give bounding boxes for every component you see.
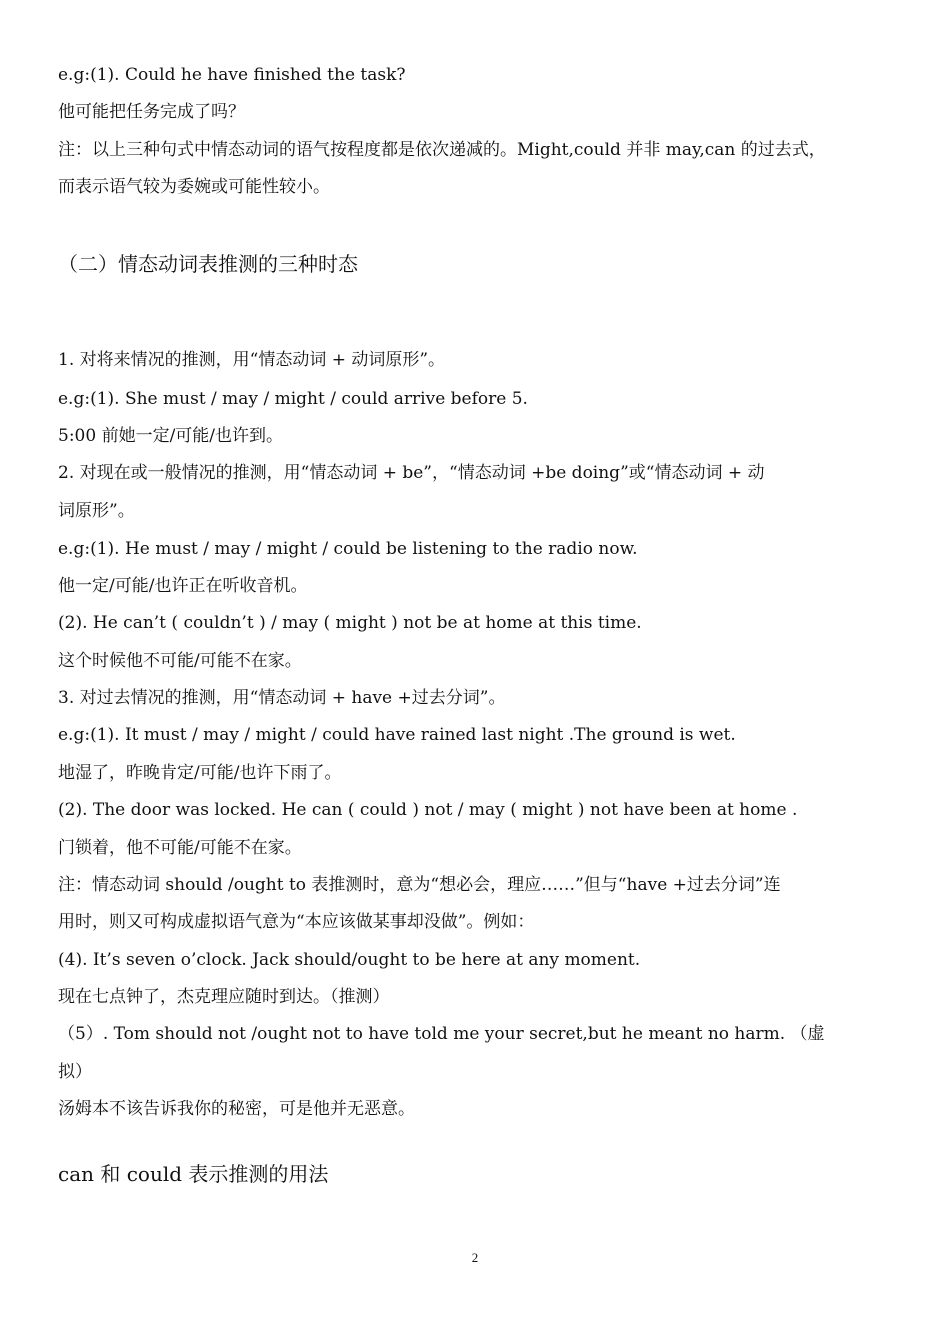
rule-line: 2. 对现在或一般情况的推测，用“情态动词 + be”，“情态动词 +be doing”或“情态动词 + 动 <box>58 463 765 483</box>
translation-line: 门锁着，他不可能/可能不在家。 <box>58 838 302 858</box>
example-line: e.g:(1). She must / may / might / could arrive before 5. <box>58 389 528 409</box>
example-line: (2). The door was locked. He can ( could ) not / may ( might ) not have been at home . <box>58 800 798 820</box>
example-line: (2). He can’t ( couldn’t ) / may ( might ) not be at home at this time. <box>58 613 642 633</box>
page-number: 2 <box>471 1250 479 1265</box>
example-line: (4). It’s seven o’clock. Jack should/ought to be here at any moment. <box>58 950 641 970</box>
example-line: e.g:(1). He must / may / might / could be listening to the radio now. <box>58 539 638 559</box>
example-line: 拟） <box>58 1062 92 1082</box>
note-line: 用时，则又可构成虚拟语气意为“本应该做某事却没做”。例如： <box>58 912 535 932</box>
section-heading: can 和 could 表示推测的用法 <box>58 1162 329 1186</box>
rule-line: 1. 对将来情况的推测，用“情态动词 + 动词原形”。 <box>58 350 446 370</box>
translation-line: 他一定/可能/也许正在听收音机。 <box>58 576 308 596</box>
example-line: e.g:(1). Could he have finished the task? <box>58 65 406 85</box>
note-line: 注：情态动词 should /ought to 表推测时，意为“想必会，理应……”但与“have +过去分词”连 <box>58 875 781 895</box>
translation-line: 现在七点钟了，杰克理应随时到达。（推测） <box>58 987 390 1007</box>
translation-line: 这个时候他不可能/可能不在家。 <box>58 651 302 671</box>
translation-line: 汤姆本不该告诉我你的秘密，可是他并无恶意。 <box>58 1099 415 1119</box>
rule-line: 词原形”。 <box>58 501 135 521</box>
translation-line: 5:00 前她一定/可能/也许到。 <box>58 426 284 446</box>
section-heading: （二）情态动词表推测的三种时态 <box>58 252 358 276</box>
example-line: （5）. Tom should not /ought not to have told me your secret,but he meant no harm. （虚 <box>58 1024 825 1044</box>
translation-line: 他可能把任务完成了吗？ <box>58 102 245 122</box>
example-line: e.g:(1). It must / may / might / could have rained last night .The ground is wet. <box>58 725 736 745</box>
rule-line: 3. 对过去情况的推测，用“情态动词 + have +过去分词”。 <box>58 688 506 708</box>
translation-line: 地湿了，昨晚肯定/可能/也许下雨了。 <box>58 763 342 783</box>
note-line: 而表示语气较为委婉或可能性较小。 <box>58 177 330 197</box>
note-line: 注：以上三种句式中情态动词的语气按程度都是依次递减的。Might,could 并非 may,can 的过去式， <box>58 140 826 160</box>
